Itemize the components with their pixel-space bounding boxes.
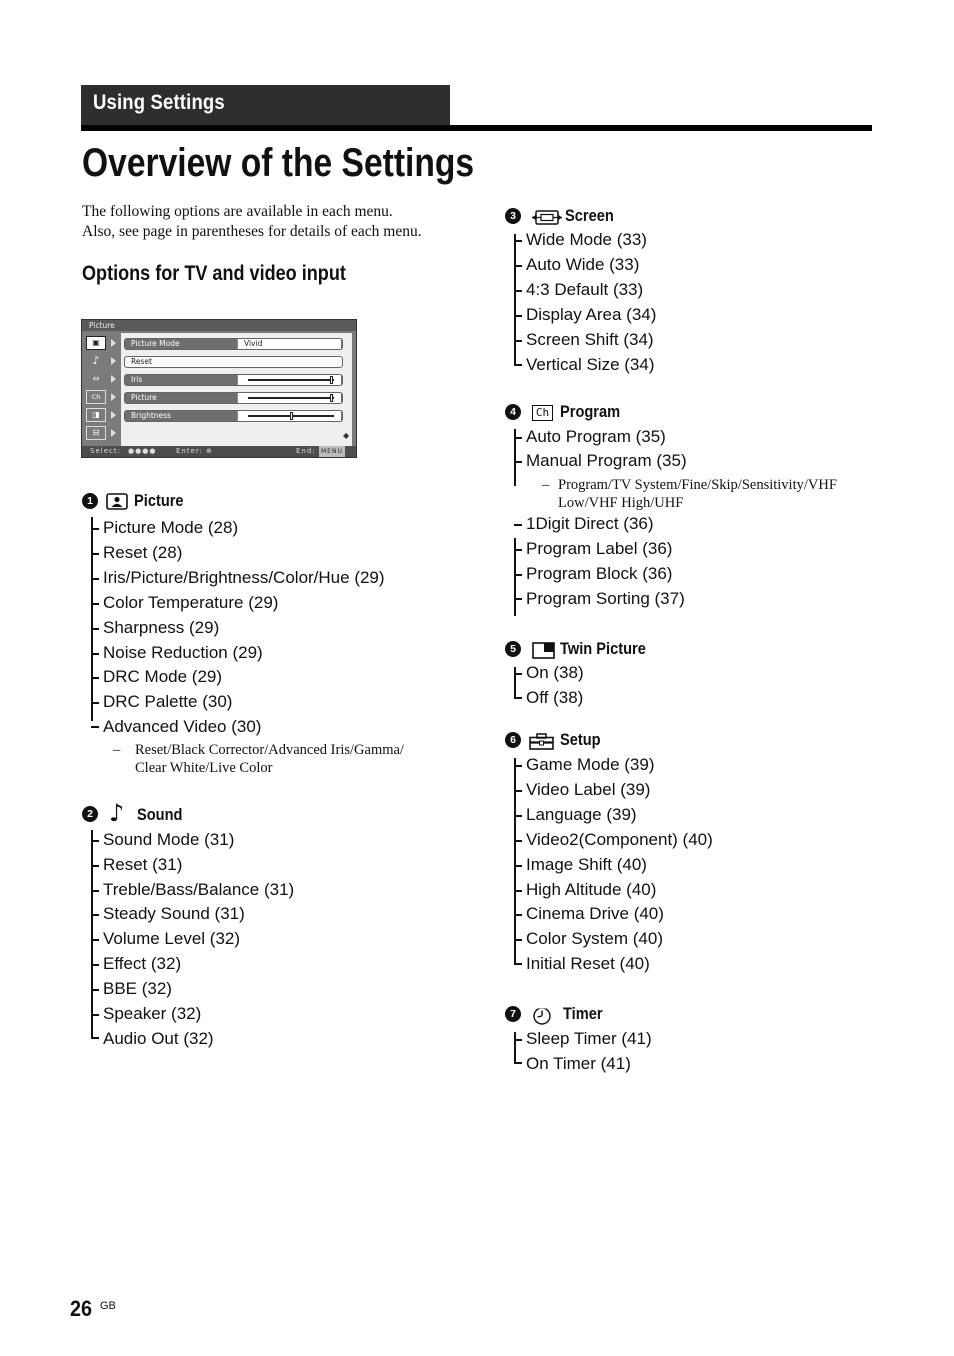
screen-icon [532,209,562,226]
slider-knob [290,412,293,420]
clock-icon [532,1006,552,1026]
slider-knob [330,376,333,384]
osd-item-picture [124,392,343,404]
osd-item-value: Vivid [237,339,341,349]
section-number: 4 [505,404,521,420]
osd-icon-column [85,335,119,461]
dpad-icon: ●●●● [128,447,157,455]
intro-text [82,202,462,242]
subheading: Options for TV and video input [82,262,346,285]
channel-icon: Ch [532,405,553,421]
page-suffix: GB [100,1300,116,1312]
picture-icon: ▣ [86,336,106,350]
osd-row-screen [85,371,119,388]
intro-line-1: The following options are available in each menu. [82,203,393,220]
scroll-down-icon: ◆ [343,431,350,440]
slider-knob [330,394,333,402]
enter-icon: ⊕ [206,447,213,455]
osd-menu-screenshot [81,319,357,458]
osd-footer [82,446,356,457]
osd-item-picture-mode [124,338,343,350]
osd-item-iris [124,374,343,386]
osd-row-setup [85,425,119,442]
osd-item-label: Iris [131,375,143,384]
osd-panel [121,333,352,450]
section-number: 6 [505,732,521,748]
osd-item-label: Brightness [131,411,171,420]
music-note-icon: ♪ [109,799,125,827]
section-title: Program [560,402,621,421]
menu-badge: MENU [321,448,343,455]
header-rule [81,125,872,131]
section-label: Using Settings [93,91,225,114]
osd-footer-end: End: [296,447,316,455]
section-title: Picture [134,491,184,510]
picture-icon [106,493,128,510]
section-title: Screen [565,206,614,225]
channel-icon: Ch [86,390,106,404]
section-number: 7 [505,1006,521,1022]
osd-row-sound [85,353,119,370]
twin-picture-icon [532,642,555,659]
osd-title: Picture [82,320,356,331]
section-tab [81,85,450,125]
osd-item-label: Reset [131,357,152,366]
music-note-icon: ♪ [92,354,100,367]
osd-row-picture [85,335,119,352]
osd-row-twin [85,407,119,424]
osd-footer-select: Select: [90,447,121,455]
twin-picture-icon: ◨ [86,408,106,422]
toolbox-icon [529,733,554,750]
page-title: Overview of the Settings [82,141,475,185]
osd-item-reset [124,356,343,368]
section-title: Setup [560,730,601,749]
page-number: 26 [70,1296,93,1321]
section-number: 5 [505,641,521,657]
intro-line-2: Also, see page in parentheses for details of each menu. [82,223,422,240]
section-title: Timer [563,1004,603,1023]
section-number: 2 [82,806,98,822]
section-number: 1 [82,493,98,509]
osd-item-label: Picture [131,393,157,402]
osd-item-brightness [124,410,343,422]
osd-footer-enter: Enter: [176,447,204,455]
toolbox-icon: ⊟ [86,426,106,440]
osd-item-label: Picture Mode [131,339,180,348]
section-title: Twin Picture [560,639,646,658]
osd-row-program [85,389,119,406]
screen-icon: ⇔ [92,374,100,383]
section-title: Sound [137,805,183,824]
section-number: 3 [505,208,521,224]
